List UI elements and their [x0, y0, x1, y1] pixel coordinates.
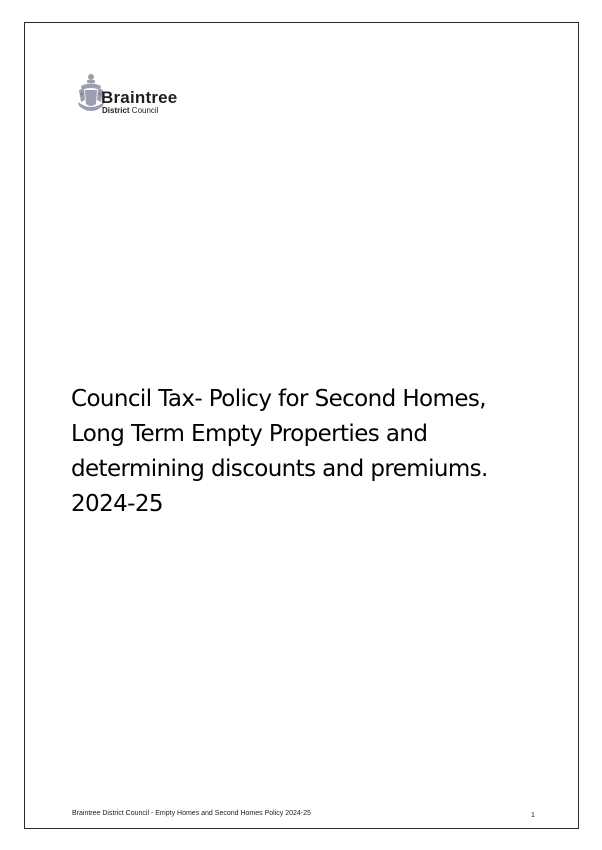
logo-subtitle	[102, 107, 158, 115]
title-line-1: Council Tax- Policy for Second Homes,	[71, 386, 486, 412]
logo-subtitle-rest: Council	[129, 106, 159, 115]
title-line-4: 2024-25	[71, 491, 163, 517]
logo-name: Braintree	[101, 88, 178, 107]
document-title	[71, 382, 541, 522]
footer-text: Braintree District Council - Empty Homes and Second Homes Policy 2024-25	[72, 810, 311, 817]
logo-subtitle-bold: District	[102, 106, 130, 115]
council-logo	[76, 72, 188, 118]
title-line-2: Long Term Empty Properties and	[71, 421, 428, 447]
page-number: 1	[531, 812, 535, 819]
title-line-3: determining discounts and premiums.	[71, 456, 488, 482]
